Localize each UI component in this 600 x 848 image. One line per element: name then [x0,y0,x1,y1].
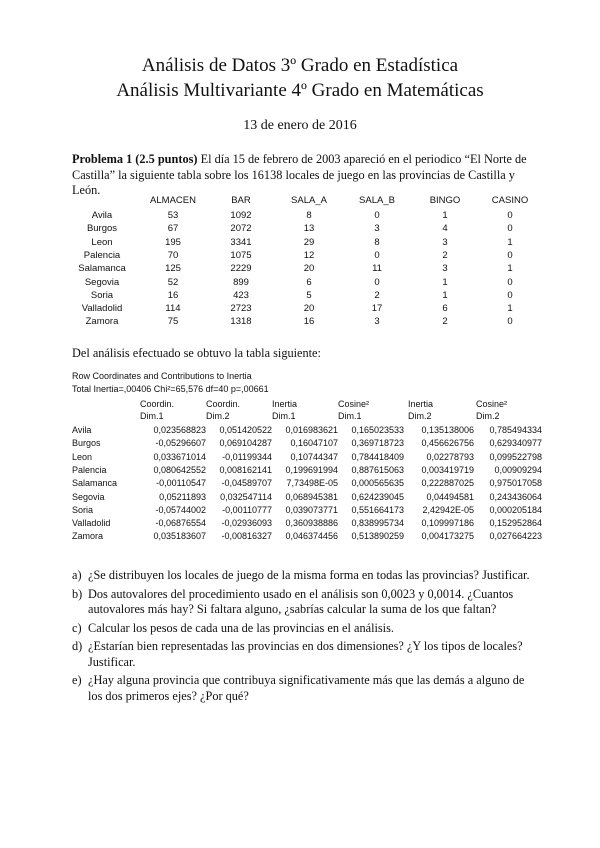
inertia-cell: 0,513890259 [351,531,404,542]
title-line-2: Análisis Multivariante 4º Grado en Matemáticas [116,80,484,101]
cell: 0 [507,289,513,301]
cell: 3 [374,316,380,328]
question-item [72,673,532,704]
question-text: ¿Hay alguna provincia que contribuya significativamente más que las demás a alguno de los dos primeros ejes? ¿Por qué? [88,673,525,703]
inertia-row-name: Valladolid [72,518,111,529]
inertia-cell: 0,165023533 [351,425,404,435]
cell: 423 [233,289,249,301]
table-row [72,237,540,250]
table-row [72,250,540,263]
inertia-cell: 0,199691994 [285,464,338,475]
cell: 0 [374,276,380,288]
inertia-cell: -0,00110547 [156,478,206,489]
cell: 29 [303,236,315,248]
inertia-cell: 0,051420522 [219,425,272,435]
row-name: Segovia [84,276,120,288]
cell: 17 [371,303,383,315]
cell: 8 [306,210,312,221]
inertia-cell: -0,05296607 [155,438,206,449]
row-name: Leon [91,236,113,248]
cell: 0 [374,249,380,261]
cell: 1 [442,276,448,288]
cell: 2072 [230,223,252,235]
cell: 1 [442,289,448,301]
inertia-cell: 0,016983621 [285,425,338,435]
cell: 0 [507,223,513,235]
table-row [72,316,540,329]
inertia-cell: 0,008162141 [219,464,272,475]
question-item [72,639,532,670]
cell: 0 [374,210,380,221]
cell: 3 [374,223,380,235]
inertia-cell: -0,00110777 [222,504,272,515]
inertia-cell: 0,135138006 [421,425,474,435]
inertia-total: Total Inertia=,00406 Chi²=65,576 df=40 p=,00661 [72,384,269,394]
inertia-row-name: Palencia [72,464,107,475]
inertia-cell: 0,10744347 [290,451,338,462]
cell: 52 [167,276,179,288]
inertia-cell: 0,369718723 [351,438,404,449]
cell: 20 [303,263,315,275]
inertia-cell: 0,004173275 [421,531,474,542]
row-name: Avila [91,210,113,221]
table-row [72,210,540,223]
question-key: c) [72,620,82,635]
inertia-col-subheader: Dim.1 [272,411,296,421]
inertia-cell: 0,785494334 [489,425,542,435]
inertia-cell: 0,032547114 [220,491,272,502]
question-item [72,621,532,637]
question-list [72,568,532,707]
inertia-cell: 0,068945381 [285,491,338,502]
exam-date: 13 de enero de 2016 [243,118,357,133]
inertia-cell: 0,000205184 [489,504,542,515]
cell: 2 [442,249,448,261]
question-text: ¿Se distribuyen los locales de juego de la misma forma en todas las provincias? Justificar. [88,568,530,582]
inertia-col-subheader: Dim.1 [338,411,362,421]
inertia-col-header: Coordin. [206,399,241,409]
cell: 0 [507,276,513,288]
inertia-cell: 0,039073771 [285,504,338,515]
cell: 6 [442,303,448,315]
table-row [72,290,540,303]
cell: 1 [507,236,513,248]
cell: 11 [372,263,382,275]
col-header: ALMACEN [150,195,196,206]
table-row [72,303,540,316]
inertia-title: Row Coordinates and Contributions to Inertia [72,371,252,381]
inertia-cell: 0,003419719 [421,464,474,475]
row-name: Palencia [83,249,121,261]
cell: 2 [374,289,380,301]
inertia-row-name: Segovia [72,491,105,502]
cell: 67 [167,223,179,235]
cell: 16 [167,289,179,301]
inertia-cell: -0,02936093 [221,518,272,529]
question-key: b) [72,586,83,601]
inertia-cell: 0,624239045 [351,491,404,502]
inertia-cell: 0,033671014 [153,451,206,462]
inertia-row-name: Salamanca [72,478,118,489]
cell: 1075 [230,249,252,261]
inertia-cell: -0,01199344 [222,451,272,462]
row-name: Zamora [85,316,119,328]
inertia-cell: 0,152952864 [489,518,542,529]
inertia-cell: 0,838995734 [351,518,404,529]
col-header: SALA_A [291,195,327,206]
inertia-cell: 0,222887025 [421,478,474,489]
table-row [72,277,540,290]
inertia-col-subheader: Dim.1 [140,411,164,421]
row-name: Burgos [86,223,118,235]
col-header: CASINO [491,195,529,206]
intro-inertia: Del análisis efectuado se obtuvo la tabla siguiente: [72,346,321,360]
cell: 3 [442,263,448,275]
cell: 6 [306,276,312,288]
inertia-cell: 0,784418409 [351,451,404,462]
inertia-cell: 0,887615063 [351,464,404,475]
cell: 2723 [230,303,252,315]
question-text: ¿Estarían bien representadas las provincias en dos dimensiones? ¿Y los tipos de locales? Justificar. [88,639,523,669]
cell: 3 [442,236,448,248]
inertia-col-header: Cosine² [476,399,508,409]
cell: 1318 [230,316,252,328]
question-text: Dos autovalores del procedimiento usado en el análisis son 0,0023 y 0,0014. ¿Cuantos autovalores más hay? Si faltara alguno, ¿sabrías calcular la suma de los que faltan? [88,586,514,616]
inertia-cell: 0,099522798 [489,451,542,462]
inertia-col-subheader: Dim.2 [206,411,230,421]
question-key: a) [72,568,82,582]
inertia-cell: 0,04494581 [426,491,474,502]
cell: 70 [167,249,179,261]
inertia-cell: 0,551664173 [351,504,404,515]
cell: 2229 [230,263,252,275]
inertia-cell: 0,00909294 [494,464,542,475]
table-row [72,223,540,236]
inertia-cell: -0,04589707 [221,478,272,489]
inertia-row-name: Burgos [72,438,101,449]
col-header: BAR [231,195,251,206]
inertia-cell: 0,046374456 [285,531,338,542]
cell: 12 [303,249,315,261]
inertia-cell: 0,243436064 [489,491,542,502]
cell: 0 [507,210,513,221]
title-line-1: Análisis de Datos 3º Grado en Estadística [141,55,459,76]
cell: 1092 [230,210,252,221]
inertia-cell: 0,080642552 [153,464,206,475]
problem-label: Problema 1 (2.5 puntos) [72,152,198,166]
inertia-col-subheader: Dim.2 [408,411,432,421]
col-header: SALA_B [359,195,395,206]
inertia-col-subheader: Dim.2 [476,411,500,421]
inertia-cell: 0,069104287 [219,438,272,449]
inertia-cell: 0,05211893 [159,491,206,502]
cell: 2 [442,316,448,328]
inertia-cell: 0,360938886 [285,518,338,529]
cell: 16 [303,316,315,328]
inertia-col-header: Cosine² [338,399,370,409]
problem-statement [72,152,532,199]
inertia-row-name: Soria [72,504,94,515]
inertia-cell: 0,02278793 [426,451,474,462]
cell: 114 [165,303,181,315]
cell: 75 [167,316,179,328]
question-key: d) [72,639,83,653]
inertia-row-name: Avila [72,425,92,435]
question-key: e) [72,673,82,687]
inertia-col-header: Coordin. [140,399,175,409]
inertia-cell: -0,06876554 [155,518,206,529]
cell: 125 [165,263,181,275]
row-name: Soria [90,289,114,301]
cell: 13 [303,223,315,235]
inertia-cell: 2,42942E-05 [422,504,474,515]
cell: 8 [374,236,380,248]
inertia-cell: 7,73498E-05 [286,478,338,489]
cell: 899 [233,276,249,288]
row-name: Salamanca [78,263,126,275]
cell: 0 [507,249,513,261]
inertia-cell: 0,629340977 [489,438,542,449]
inertia-row-name: Zamora [72,531,104,542]
cell: 4 [442,223,448,235]
cell: 20 [303,303,315,315]
cell: 0 [507,316,513,328]
inertia-cell: -0,00816327 [221,531,272,542]
inertia-col-header: Inertia [272,399,298,409]
question-text: Calcular los pesos de cada una de las provincias en el análisis. [88,620,394,635]
inertia-col-header: Inertia [408,399,434,409]
row-name: Valladolid [81,303,123,315]
inertia-cell: 0,456626756 [421,438,474,449]
inertia-cell: 0,000565635 [351,478,404,489]
cell: 1 [507,263,513,275]
inertia-cell: 0,16047107 [290,438,338,449]
question-item [72,568,532,584]
table-row [72,263,540,276]
cell: 5 [306,289,312,301]
cell: 3341 [230,236,252,248]
col-header: BINGO [429,195,461,206]
inertia-cell: -0,05744002 [155,504,206,515]
inertia-cell: 0,027664223 [489,531,542,542]
inertia-cell: 0,109997186 [421,518,474,529]
question-item [72,587,532,618]
problem-text: El día 15 de febrero de 2003 apareció en el periodico “El Norte de Castilla” la siguiente tabla sobre los 16138 locales de juego en las provincias de Castilla y León. [72,152,527,197]
inertia-row-name: Leon [72,451,93,462]
cell: 195 [165,236,181,248]
cell: 1 [507,303,513,315]
inertia-cell: 0,023568823 [153,425,206,435]
inertia-cell: 0,975017058 [489,478,542,489]
cell: 53 [167,210,179,221]
inertia-cell: 0,035183607 [153,531,206,542]
cell: 1 [442,210,448,221]
